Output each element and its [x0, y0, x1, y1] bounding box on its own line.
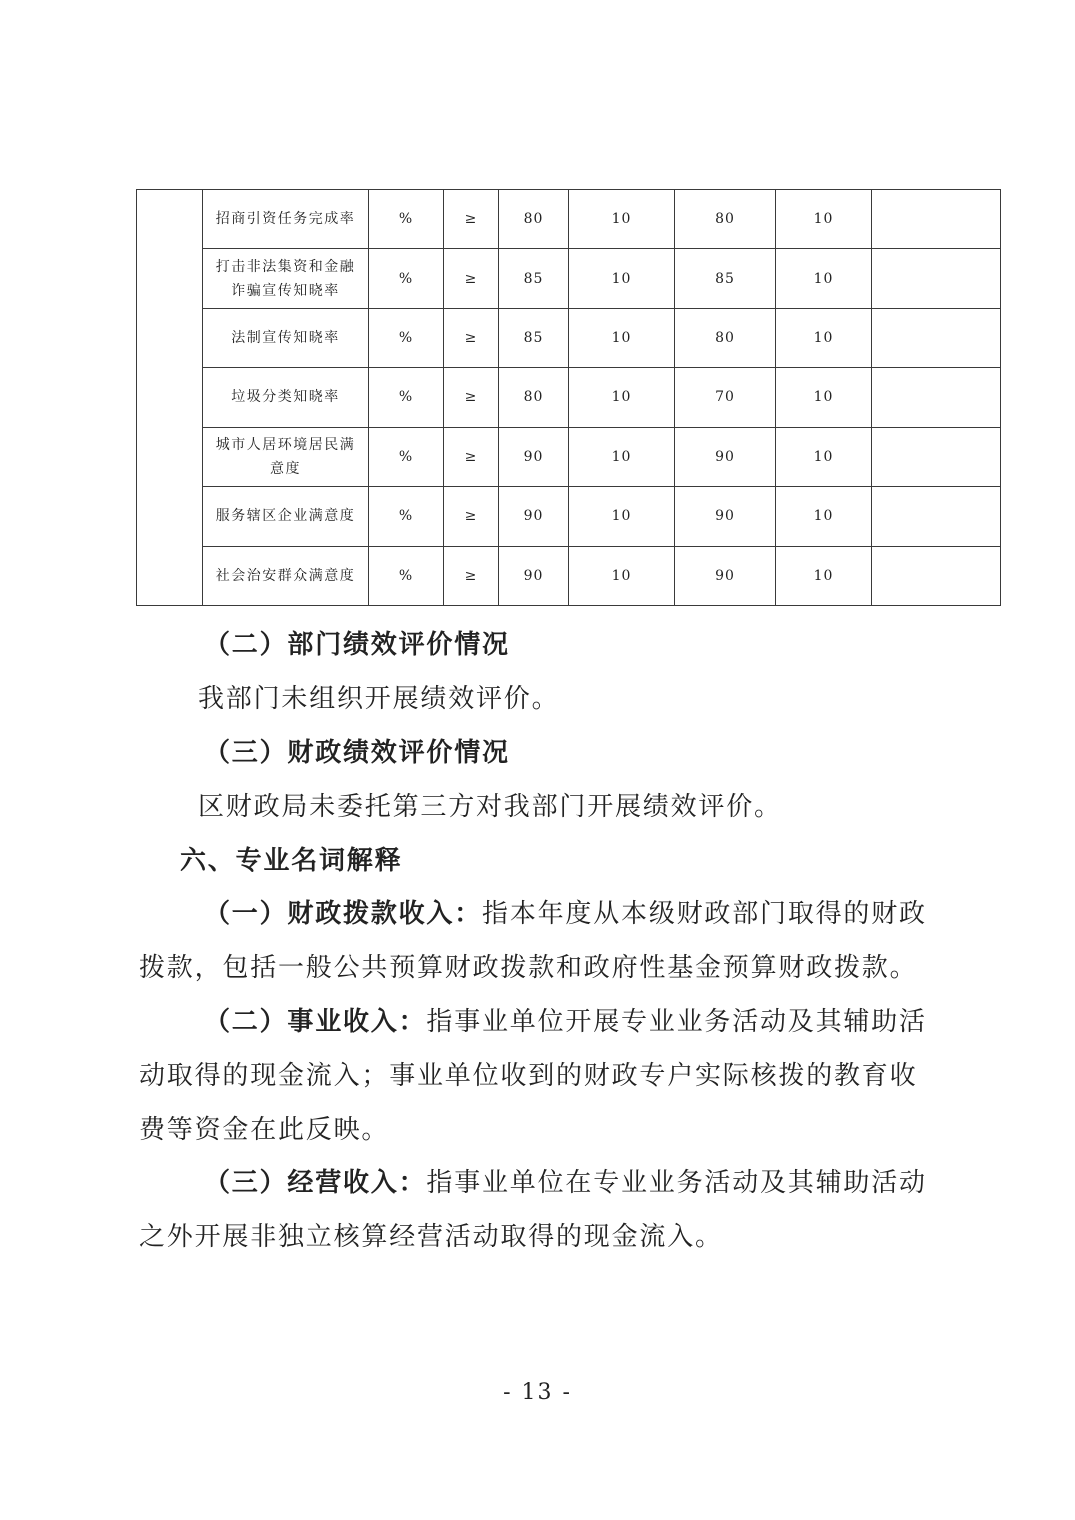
term1-label: （一）财政拨款收入： — [204, 899, 483, 929]
table-row — [137, 368, 1001, 427]
unit-cell: % — [369, 368, 444, 427]
page-number: - 13 - — [503, 1380, 572, 1405]
dept-eval-heading: （二）部门绩效评价情况 — [204, 630, 510, 660]
term2-paragraph-line2: 动取得的现金流入；事业单位收到的财政专户实际核拨的教育收 — [139, 1061, 918, 1091]
score-cell: 10 — [776, 546, 872, 605]
weight-cell: 10 — [569, 190, 675, 249]
note-cell — [872, 249, 1001, 308]
actual-cell: 90 — [675, 487, 776, 546]
indicator-cell: 垃圾分类知晓率 — [203, 368, 369, 427]
weight-cell: 10 — [569, 546, 675, 605]
operator-cell: ≥ — [444, 368, 499, 427]
table-row — [137, 487, 1001, 546]
operator-cell: ≥ — [444, 487, 499, 546]
term1-paragraph-line1 — [204, 893, 927, 930]
weight-cell: 10 — [569, 427, 675, 486]
note-cell — [872, 368, 1001, 427]
operator-cell: ≥ — [444, 427, 499, 486]
unit-cell: % — [369, 308, 444, 367]
score-cell: 10 — [776, 249, 872, 308]
target-cell: 90 — [499, 546, 569, 605]
category-cell — [137, 190, 203, 606]
actual-cell: 85 — [675, 249, 776, 308]
table-row — [137, 427, 1001, 486]
term3-paragraph-line2: 之外开展非独立核算经营活动取得的现金流入。 — [139, 1222, 723, 1252]
term2-definition-start: 指事业单位开展专业业务活动及其辅助活 — [426, 1007, 927, 1037]
actual-cell: 80 — [675, 190, 776, 249]
table-row — [137, 190, 1001, 249]
note-cell — [872, 546, 1001, 605]
indicator-cell: 社会治安群众满意度 — [203, 546, 369, 605]
term2-paragraph-line1 — [204, 1001, 927, 1038]
target-cell: 80 — [499, 190, 569, 249]
score-cell: 10 — [776, 308, 872, 367]
table-row — [137, 546, 1001, 605]
indicator-cell: 打击非法集资和金融诈骗宣传知晓率 — [203, 249, 369, 308]
note-cell — [872, 427, 1001, 486]
note-cell — [872, 308, 1001, 367]
term2-paragraph-line3: 费等资金在此反映。 — [139, 1115, 390, 1145]
indicator-cell: 法制宣传知晓率 — [203, 308, 369, 367]
performance-indicator-table — [136, 189, 1001, 606]
unit-cell: % — [369, 427, 444, 486]
section-heading: 六、专业名词解释 — [180, 846, 403, 876]
term2-label: （二）事业收入： — [204, 1007, 427, 1037]
table-row — [137, 308, 1001, 367]
score-cell: 10 — [776, 368, 872, 427]
weight-cell: 10 — [569, 308, 675, 367]
unit-cell: % — [369, 546, 444, 605]
actual-cell: 70 — [675, 368, 776, 427]
actual-cell: 90 — [675, 546, 776, 605]
target-cell: 85 — [499, 249, 569, 308]
note-cell — [872, 190, 1001, 249]
weight-cell: 10 — [569, 249, 675, 308]
operator-cell: ≥ — [444, 546, 499, 605]
weight-cell: 10 — [569, 368, 675, 427]
note-cell — [872, 487, 1001, 546]
operator-cell: ≥ — [444, 249, 499, 308]
target-cell: 80 — [499, 368, 569, 427]
term1-paragraph-line2: 拨款，包括一般公共预算财政拨款和政府性基金预算财政拨款。 — [139, 953, 918, 983]
fin-eval-text: 区财政局未委托第三方对我部门开展绩效评价。 — [198, 792, 782, 822]
table-body — [137, 190, 1001, 606]
indicator-cell: 招商引资任务完成率 — [203, 190, 369, 249]
actual-cell: 90 — [675, 427, 776, 486]
unit-cell: % — [369, 487, 444, 546]
target-cell: 85 — [499, 308, 569, 367]
term3-label: （三）经营收入： — [204, 1168, 427, 1198]
operator-cell: ≥ — [444, 190, 499, 249]
term1-definition-start: 指本年度从本级财政部门取得的财政 — [482, 899, 927, 929]
score-cell: 10 — [776, 487, 872, 546]
score-cell: 10 — [776, 427, 872, 486]
target-cell: 90 — [499, 427, 569, 486]
indicator-cell: 城市人居环境居民满意度 — [203, 427, 369, 486]
score-cell: 10 — [776, 190, 872, 249]
target-cell: 90 — [499, 487, 569, 546]
term3-definition-start: 指事业单位在专业业务活动及其辅助活动 — [426, 1168, 927, 1198]
fin-eval-heading: （三）财政绩效评价情况 — [204, 738, 510, 768]
term3-paragraph-line1 — [204, 1162, 927, 1199]
operator-cell: ≥ — [444, 308, 499, 367]
unit-cell: % — [369, 190, 444, 249]
indicator-cell: 服务辖区企业满意度 — [203, 487, 369, 546]
table-row — [137, 249, 1001, 308]
dept-eval-text: 我部门未组织开展绩效评价。 — [198, 684, 560, 714]
actual-cell: 80 — [675, 308, 776, 367]
unit-cell: % — [369, 249, 444, 308]
weight-cell: 10 — [569, 487, 675, 546]
